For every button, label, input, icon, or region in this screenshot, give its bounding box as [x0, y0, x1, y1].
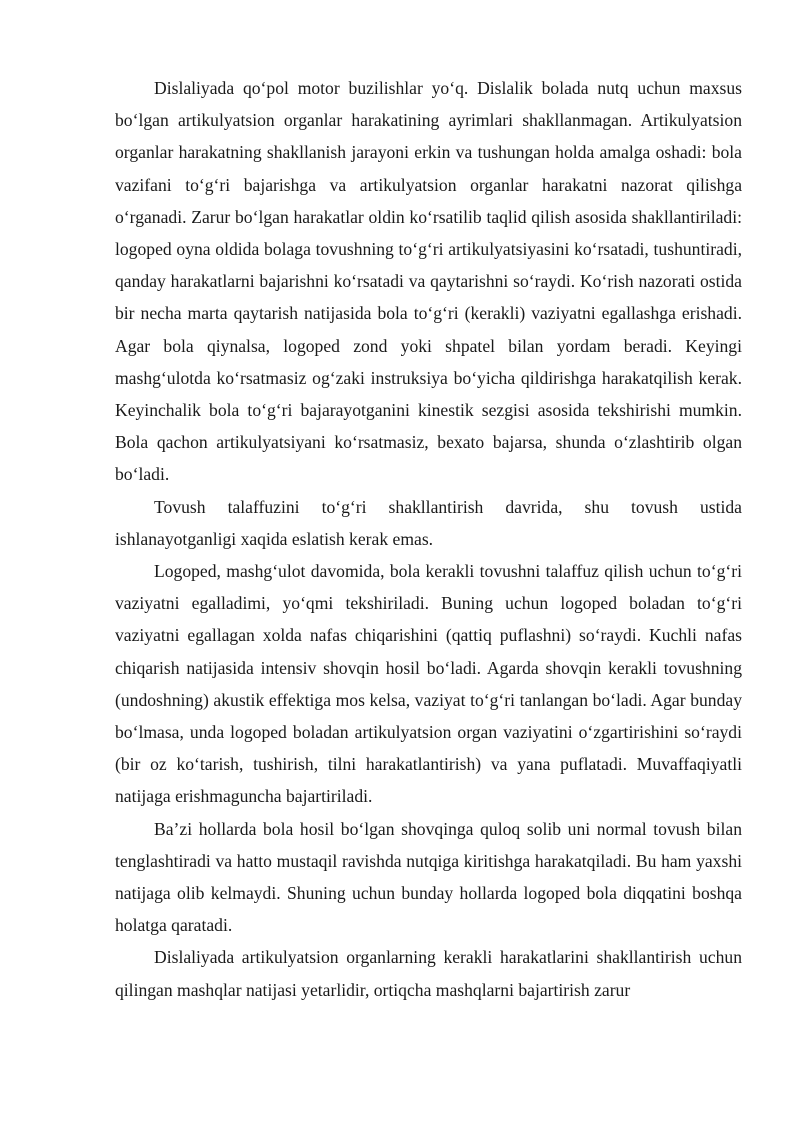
paragraph-1: Dislaliyada qo‘pol motor buzilishlar yo‘q. Dislalik bolada nutq uchun maxsus bo‘lgan artikulyatsion organlar harakatining ayrimlari shakllanmagan. Artikulyatsion organlar harakatning shakllanish jarayoni erkin va tushungan holda amalga oshadi: bola vazifani to‘g‘ri bajarishga va artikulyatsion organlar harakatni nazorat qilishga o‘rganadi. Zarur bo‘lgan harakatlar oldin ko‘rsatilib taqlid qilish asosida shakllantiriladi: logoped oyna oldida bolaga tovushning to‘g‘ri artikulyatsiyasini ko‘rsatadi, tushuntiradi, qanday harakatlarni bajarishni ko‘rsatadi va qaytarishni so‘raydi. Ko‘rish nazorati ostida bir necha marta qaytarish natijasida bola to‘g‘ri (kerakli) vaziyatni egallashga erishadi. Agar bola qiynalsa, logoped zond yoki shpatel bilan yordam beradi. Keyingi mashg‘ulotda ko‘rsatmasiz og‘zaki instruksiya bo‘yicha qildirishga harakatqilish kerak. Keyinchalik bola to‘g‘ri bajarayotganini kinestik sezgisi asosida tekshirishi mumkin. Bola qachon artikulyatsiyani ko‘rsatmasiz, bexato bajarsa, shunda o‘zlashtirib olgan bo‘ladi.	[115, 78, 742, 485]
paragraph-3: Logoped, mashg‘ulot davomida, bola kerakli tovushni talaffuz qilish uchun to‘g‘ri vaziyatni egalladimi, yo‘qmi tekshiriladi. Buning uchun logoped boladan to‘g‘ri vaziyatni egallagan xolda nafas chiqarishini (qattiq puflashni) so‘raydi. Kuchli nafas chiqarish natijasida intensiv shovqin hosil bo‘ladi. Agarda shovqin kerakli tovushning (undoshning) akustik effektiga mos kelsa, vaziyat to‘g‘ri tanlangan bo‘ladi. Agar bunday bo‘lmasa, unda logoped boladan artikulyatsion organ vaziyatini o‘zgartirishini so‘raydi (bir oz ko‘tarish, tushirish, tilni harakatlantirish) va yana puflatadi. Muvaffaqiyatli natijaga erishmaguncha bajartiriladi.	[115, 561, 742, 807]
body-text	[115, 72, 742, 1006]
paragraph-4: Ba’zi hollarda bola hosil bo‘lgan shovqinga quloq solib uni normal tovush bilan tenglashtiradi va hatto mustaqil ravishda nutqiga kiritishga harakatqiladi. Bu ham yaxshi natijaga olib kelmaydi. Shuning uchun bunday hollarda logoped bola diqqatini boshqa holatga qaratadi.	[115, 818, 742, 936]
paragraph-5: Dislaliyada artikulyatsion organlarning kerakli harakatlarini shakllantirish uchun qilingan mashqlar natijasi yetarlidir, ortiqcha mashqlarni bajartirish zarur	[115, 947, 742, 1000]
paragraph-2: Tovush talaffuzini to‘g‘ri shakllantirish davrida, shu tovush ustida ishlanayotganligi xaqida eslatish kerak emas.	[115, 496, 742, 549]
